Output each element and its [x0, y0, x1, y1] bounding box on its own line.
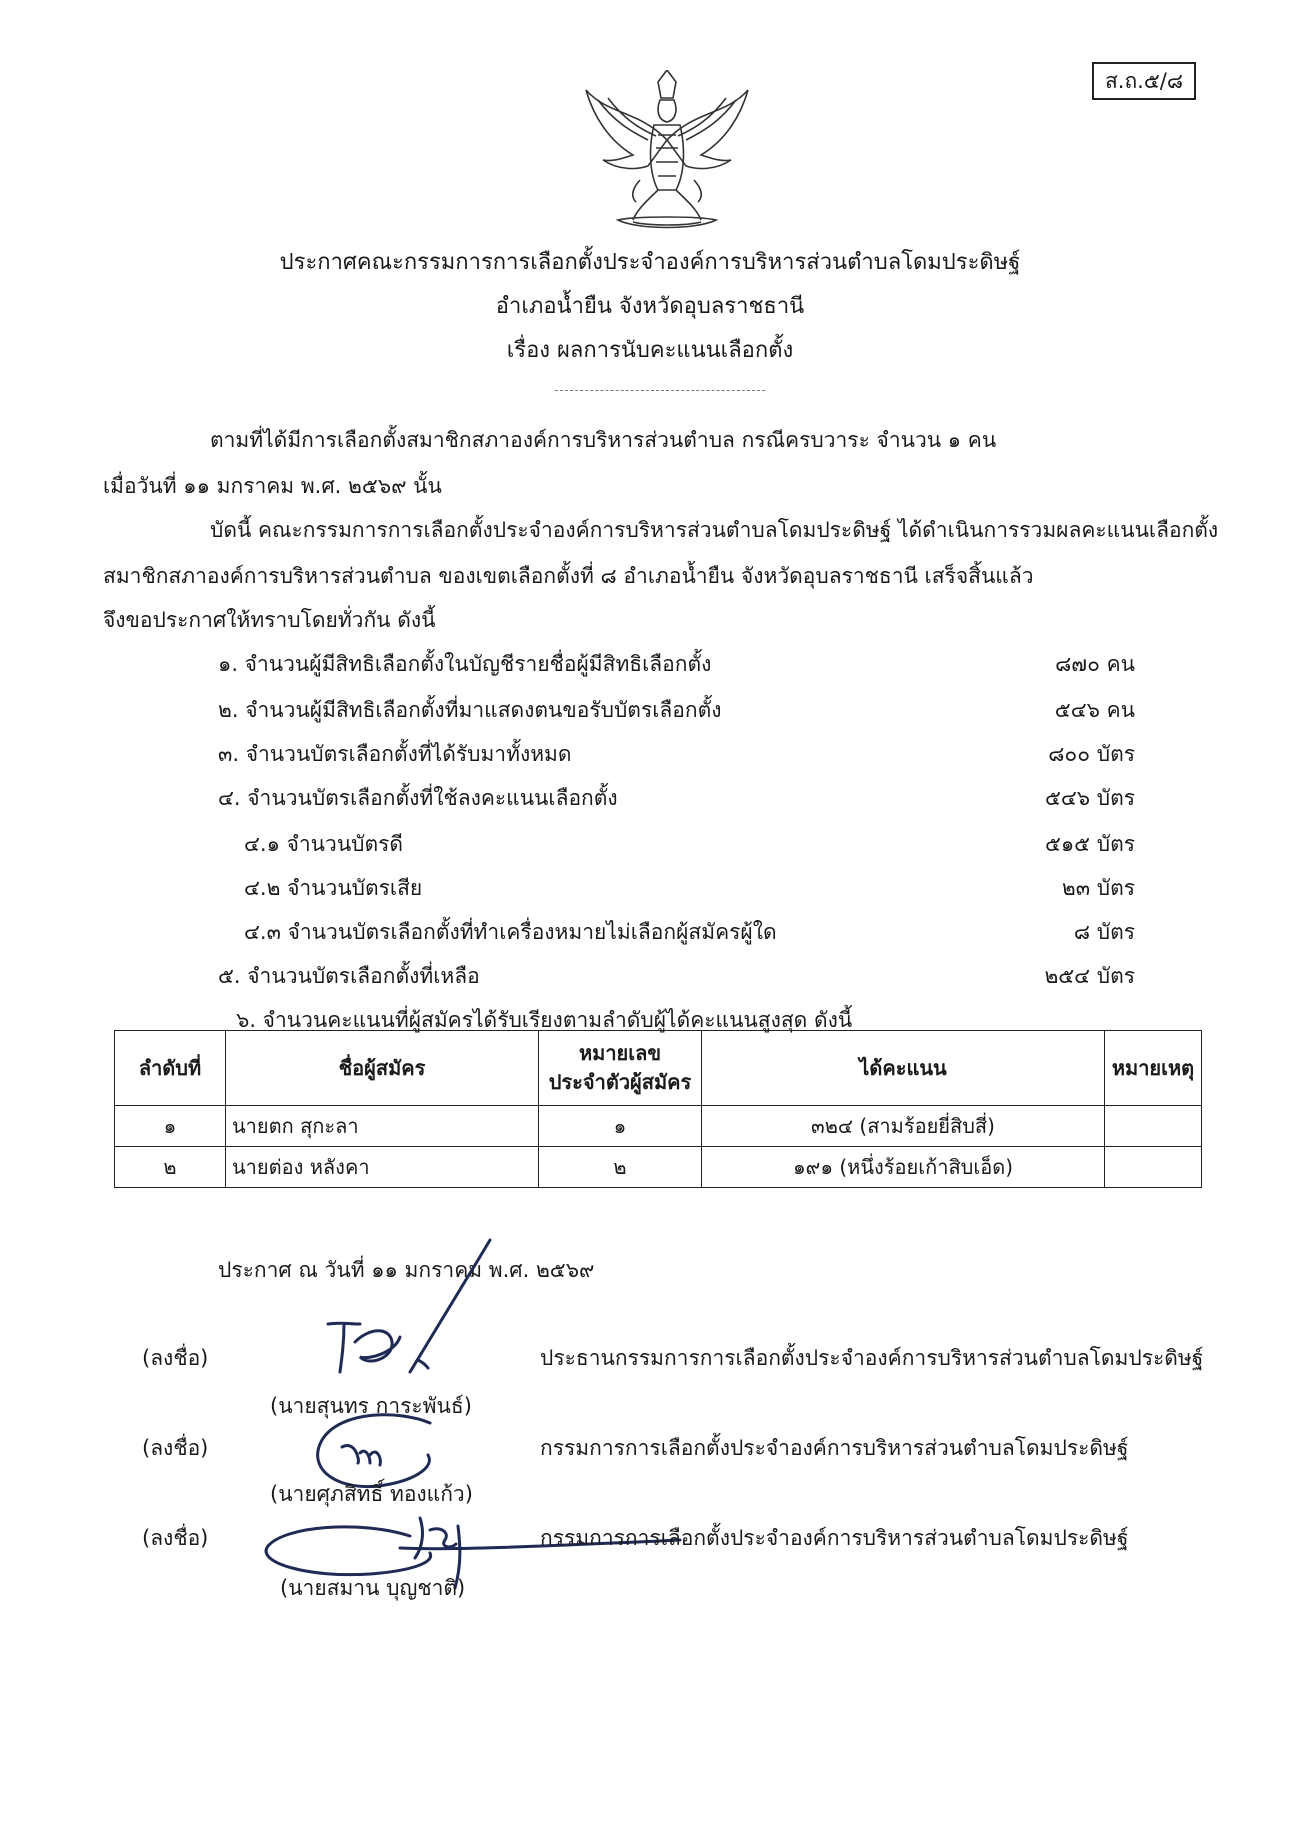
garuda-emblem-icon — [578, 70, 756, 230]
signatory-position: กรรมการการเลือกตั้งประจำองค์การบริหารส่วนตำบลโดมประดิษฐ์ — [540, 1436, 1129, 1460]
header-name: ชื่อผู้สมัคร — [226, 1031, 539, 1106]
item-label: ๔.๒ จำนวนบัตรเสีย — [244, 876, 423, 900]
paragraph1-line2: เมื่อวันที่ ๑๑ มกราคม พ.ศ. ๒๕๖๙ นั้น — [103, 474, 442, 498]
paragraph2-line3: จึงขอประกาศให้ทราบโดยทั่วกัน ดังนี้ — [103, 608, 436, 632]
results-table — [114, 1030, 1202, 1188]
title-divider — [555, 390, 765, 391]
header-number-line2: ประจำตัวผู้สมัคร — [548, 1070, 692, 1094]
signatory-position: กรรมการการเลือกตั้งประจำองค์การบริหารส่วนตำบลโดมประดิษฐ์ — [540, 1526, 1129, 1550]
item-6-label: ๖. จำนวนคะแนนที่ผู้สมัครได้รับเรียงตามลำดับผู้ได้คะแนนสูงสุด ดังนี้ — [236, 1008, 853, 1032]
cell-number: ๑ — [539, 1106, 702, 1147]
item-label: ๔.๓ จำนวนบัตรเลือกตั้งที่ทำเครื่องหมายไม่เลือกผู้สมัครผู้ใด — [244, 920, 777, 944]
cell-score: ๑๙๑ (หนึ่งร้อยเก้าสิบเอ็ด) — [702, 1147, 1105, 1188]
cell-note — [1105, 1106, 1202, 1147]
sign-label: (ลงชื่อ) — [142, 1436, 209, 1460]
cell-name: นายต่อง หลังคา — [226, 1147, 539, 1188]
cell-rank: ๒ — [115, 1147, 226, 1188]
item-label: ๕. จำนวนบัตรเลือกตั้งที่เหลือ — [218, 964, 480, 988]
paragraph2-line1: บัดนี้ คณะกรรมการการเลือกตั้งประจำองค์การบริหารส่วนตำบลโดมประดิษฐ์ ได้ดำเนินการรวมผลคะแนนเลือกตั้ง — [210, 518, 1219, 542]
title-line-3: เรื่อง ผลการนับคะแนนเลือกตั้ง — [506, 338, 794, 363]
header-number-line1: หมายเลข — [578, 1041, 662, 1065]
item-value: ๘ บัตร — [1073, 920, 1135, 944]
handwritten-signature-1 — [300, 1232, 560, 1382]
paragraph1-line1: ตามที่ได้มีการเลือกตั้งสมาชิกสภาองค์การบริหารส่วนตำบล กรณีครบวาระ จำนวน ๑ คน — [210, 428, 997, 452]
item-value: ๘๐๐ บัตร — [1048, 742, 1135, 766]
signatory-position: ประธานกรรมการการเลือกตั้งประจำองค์การบริหารส่วนตำบลโดมประดิษฐ์ — [540, 1346, 1204, 1370]
item-label: ๑. จำนวนผู้มีสิทธิเลือกตั้งในบัญชีรายชื่อผู้มีสิทธิเลือกตั้ง — [218, 652, 712, 676]
form-code-box: ส.ถ.๕/๘ — [1092, 62, 1196, 100]
item-label: ๒. จำนวนผู้มีสิทธิเลือกตั้งที่มาแสดงตนขอรับบัตรเลือกตั้ง — [218, 698, 722, 722]
item-value: ๕๑๕ บัตร — [1044, 832, 1135, 856]
table-row — [115, 1147, 1202, 1188]
sign-label: (ลงชื่อ) — [142, 1526, 209, 1550]
title-line-1: ประกาศคณะกรรมการการเลือกตั้งประจำองค์การบริหารส่วนตำบลโดมประดิษฐ์ — [279, 250, 1021, 275]
item-label: ๔.๑ จำนวนบัตรดี — [244, 832, 404, 856]
header-score: ได้คะแนน — [702, 1031, 1105, 1106]
cell-note — [1105, 1147, 1202, 1188]
cell-number: ๒ — [539, 1147, 702, 1188]
cell-score: ๓๒๔ (สามร้อยยี่สิบสี่) — [702, 1106, 1105, 1147]
item-value: ๕๔๖ บัตร — [1044, 786, 1135, 810]
signatory-name: (นายศุภสิทธิ์ ทองแก้ว) — [270, 1482, 473, 1506]
header-note: หมายเหตุ — [1105, 1031, 1202, 1106]
cell-name: นายตก สุกะลา — [226, 1106, 539, 1147]
paragraph2-line2: สมาชิกสภาองค์การบริหารส่วนตำบล ของเขตเลือกตั้งที่ ๘ อำเภอน้ำยืน จังหวัดอุบลราชธานี เสร็จสิ้นแล้ว — [103, 564, 1034, 588]
header-number — [539, 1031, 702, 1106]
header-rank: ลำดับที่ — [115, 1031, 226, 1106]
item-value: ๘๗๐ คน — [1055, 652, 1135, 676]
table-header-row — [115, 1031, 1202, 1106]
item-value: ๒๓ บัตร — [1061, 876, 1135, 900]
announcement-date: ประกาศ ณ วันที่ ๑๑ มกราคม พ.ศ. ๒๕๖๙ — [218, 1258, 595, 1282]
item-label: ๓. จำนวนบัตรเลือกตั้งที่ได้รับมาทั้งหมด — [218, 742, 572, 766]
item-value: ๒๕๔ บัตร — [1044, 964, 1135, 988]
item-value: ๕๔๖ คน — [1054, 698, 1135, 722]
cell-rank: ๑ — [115, 1106, 226, 1147]
title-line-2: อำเภอน้ำยืน จังหวัดอุบลราชธานี — [495, 294, 805, 319]
signatory-name: (นายสุนทร การะพันธ์) — [270, 1394, 472, 1418]
item-label: ๔. จำนวนบัตรเลือกตั้งที่ใช้ลงคะแนนเลือกตั้ง — [218, 786, 618, 810]
sign-label: (ลงชื่อ) — [142, 1346, 209, 1370]
table-row — [115, 1106, 1202, 1147]
signatory-name: (นายสมาน บุญชาติ) — [280, 1576, 466, 1600]
